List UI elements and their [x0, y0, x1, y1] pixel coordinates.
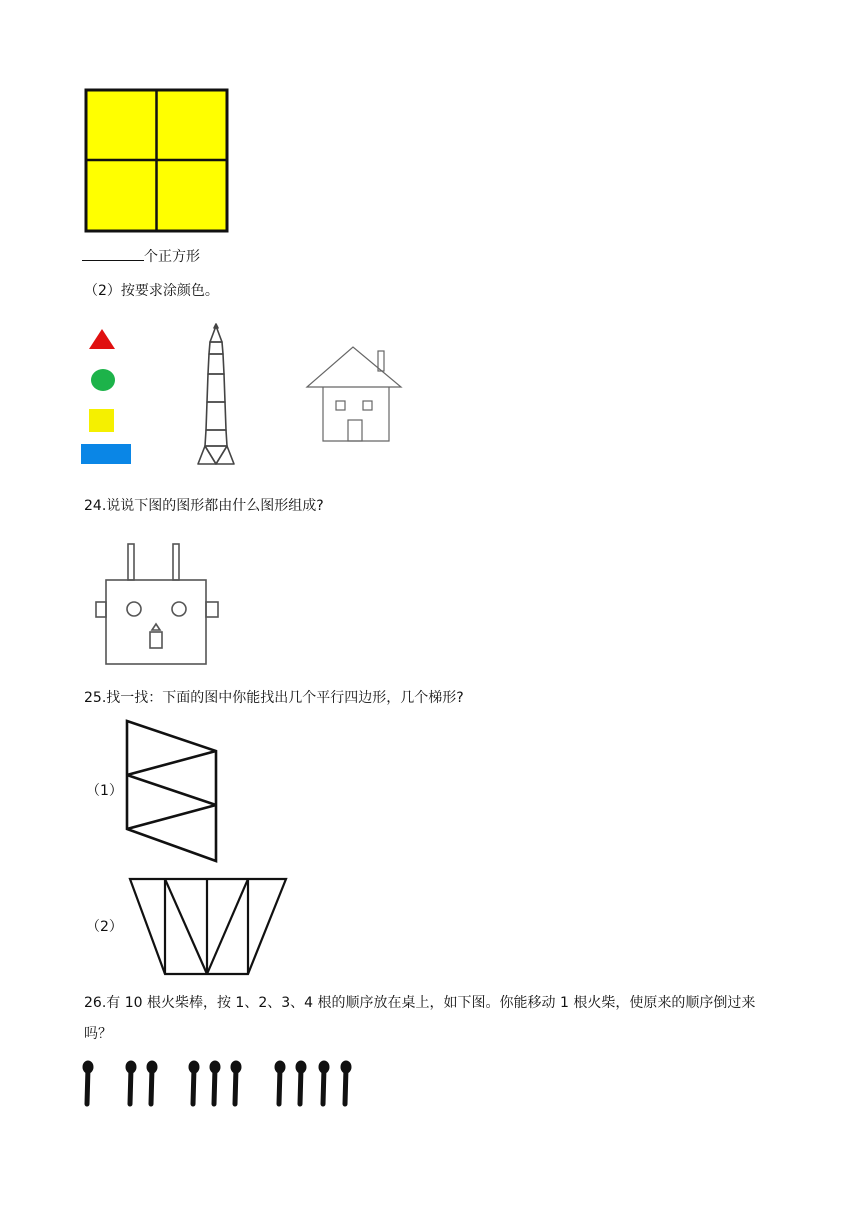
green-circle-icon — [90, 368, 116, 392]
part2-instruction: （2）按要求涂颜色。 — [84, 283, 219, 299]
matchsticks-figure — [76, 1056, 366, 1112]
q26-question-line1: 26.有 10 根火柴棒，按 1、2、3、4 根的顺序放在桌上，如下图。你能移动 1 根火柴，使原来的顺序倒过来 — [84, 995, 756, 1011]
yellow-square-icon — [89, 409, 115, 433]
figure1-label: （1） — [86, 783, 123, 799]
q25-question: 25.找一找：下面的图中你能找出几个平行四边形，几个梯形? — [84, 690, 464, 706]
red-triangle-icon — [88, 328, 116, 350]
square-count-suffix: 个正方形 — [144, 249, 200, 265]
q26-question-line2: 吗？ — [84, 1026, 112, 1042]
answer-blank[interactable] — [82, 246, 144, 261]
rocket-figure — [194, 322, 244, 468]
figure2-label: （2） — [86, 919, 123, 935]
matchstick-group-3 — [189, 1061, 241, 1104]
blue-rectangle-icon — [81, 444, 133, 466]
matchstick-group-2 — [126, 1061, 157, 1104]
q24-question: 24.说说下图的图形都由什么图形组成? — [84, 498, 324, 514]
matchstick-group-4 — [275, 1061, 351, 1104]
yellow-square-grid — [84, 88, 230, 234]
house-figure — [305, 345, 405, 445]
trapezoid-figure — [127, 876, 291, 978]
robot-figure — [82, 540, 232, 668]
matchstick-group-1 — [83, 1061, 93, 1104]
parallelogram-triangles-figure — [124, 718, 220, 864]
answer-line — [82, 246, 200, 267]
